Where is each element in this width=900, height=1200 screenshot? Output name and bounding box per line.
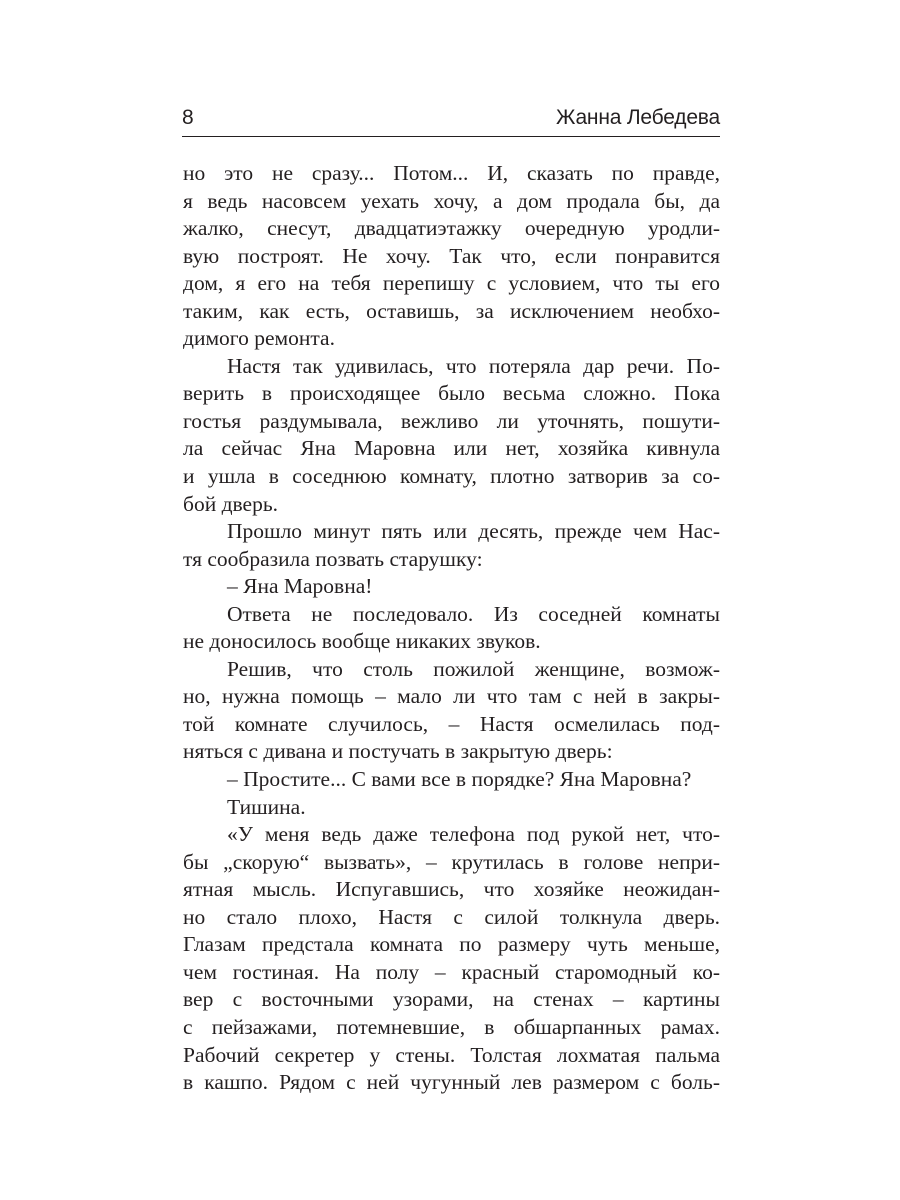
text-line: но, нужна помощь – мало ли что там с ней в закры- <box>183 684 720 709</box>
running-header <box>182 104 720 134</box>
paragraph <box>183 656 720 766</box>
text-line: я ведь насовсем уехать хочу, а дом продала бы, да <box>183 188 720 213</box>
paragraph <box>183 518 720 573</box>
text-line: «У меня ведь даже телефона под рукой нет, что- <box>227 822 720 847</box>
page-number: 8 <box>182 106 194 129</box>
text-line: таким, как есть, оставишь, за исключением необхо- <box>183 298 720 323</box>
text-line: гостья раздумывала, вежливо ли уточнять, пошути- <box>183 408 720 433</box>
text-line: с пейзажами, потемневшие, в обшарпанных рамах. <box>183 1014 720 1039</box>
running-head-author: Жанна Лебедева <box>556 106 720 129</box>
text-line: няться с дивана и постучать в закрытую дверь: <box>183 739 613 764</box>
body-text <box>183 160 720 1097</box>
text-line: – Яна Маровна! <box>227 574 373 599</box>
text-line: но стало плохо, Настя с силой толкнула дверь. <box>183 904 720 929</box>
paragraph <box>183 353 720 518</box>
text-line: Глазам предстала комната по размеру чуть меньше, <box>183 932 720 957</box>
text-line: тя сообразила позвать старушку: <box>183 546 483 571</box>
paragraph <box>183 821 720 1096</box>
text-line: ла сейчас Яна Маровна или нет, хозяйка кивнула <box>183 436 720 461</box>
text-line: в кашпо. Рядом с ней чугунный лев размером с боль- <box>183 1070 720 1095</box>
text-line: и ушла в соседнюю комнату, плотно затворив за со- <box>183 464 720 489</box>
paragraph <box>183 573 720 601</box>
text-line: верить в происходящее было весьма сложно. Пока <box>183 381 720 406</box>
text-line: – Простите... С вами все в порядке? Яна Маровна? <box>227 767 692 792</box>
text-line: чем гостиная. На полу – красный старомодный ко- <box>183 959 720 984</box>
paragraph <box>183 601 720 656</box>
paragraph <box>183 766 720 794</box>
text-line: бой дверь. <box>183 491 279 516</box>
text-line: жалко, снесут, двадцатиэтажку очередную уродли- <box>183 216 720 241</box>
text-line: димого ремонта. <box>183 326 335 351</box>
text-line: Решив, что столь пожилой женщине, возмож- <box>227 656 720 681</box>
text-line: Ответа не последовало. Из соседней комнаты <box>227 601 720 626</box>
text-line: но это не сразу... Потом... И, сказать по правде, <box>183 161 720 185</box>
paragraph <box>183 794 720 822</box>
header-rule <box>182 136 720 137</box>
text-line: Тишина. <box>227 794 306 819</box>
text-line: ятная мысль. Испугавшись, что хозяйке неожидан- <box>183 877 720 902</box>
text-line: Рабочий секретер у стены. Толстая лохматая пальма <box>183 1042 720 1067</box>
paragraph <box>183 160 720 353</box>
text-line: не доносилось вообще никаких звуков. <box>183 629 541 654</box>
text-line: вую построят. Не хочу. Так что, если понравится <box>183 243 720 268</box>
text-line: бы „скорую“ вызвать», – крутилась в голове непри- <box>183 849 720 874</box>
text-line: Настя так удивилась, что потеряла дар речи. По- <box>227 353 720 378</box>
text-line: той комнате случилось, – Настя осмелилась под- <box>183 711 720 736</box>
text-line: Прошло минут пять или десять, прежде чем Нас- <box>227 519 720 544</box>
text-line: дом, я его на тебя перепишу с условием, что ты его <box>183 271 720 296</box>
text-line: вер с восточными узорами, на стенах – картины <box>183 987 720 1012</box>
